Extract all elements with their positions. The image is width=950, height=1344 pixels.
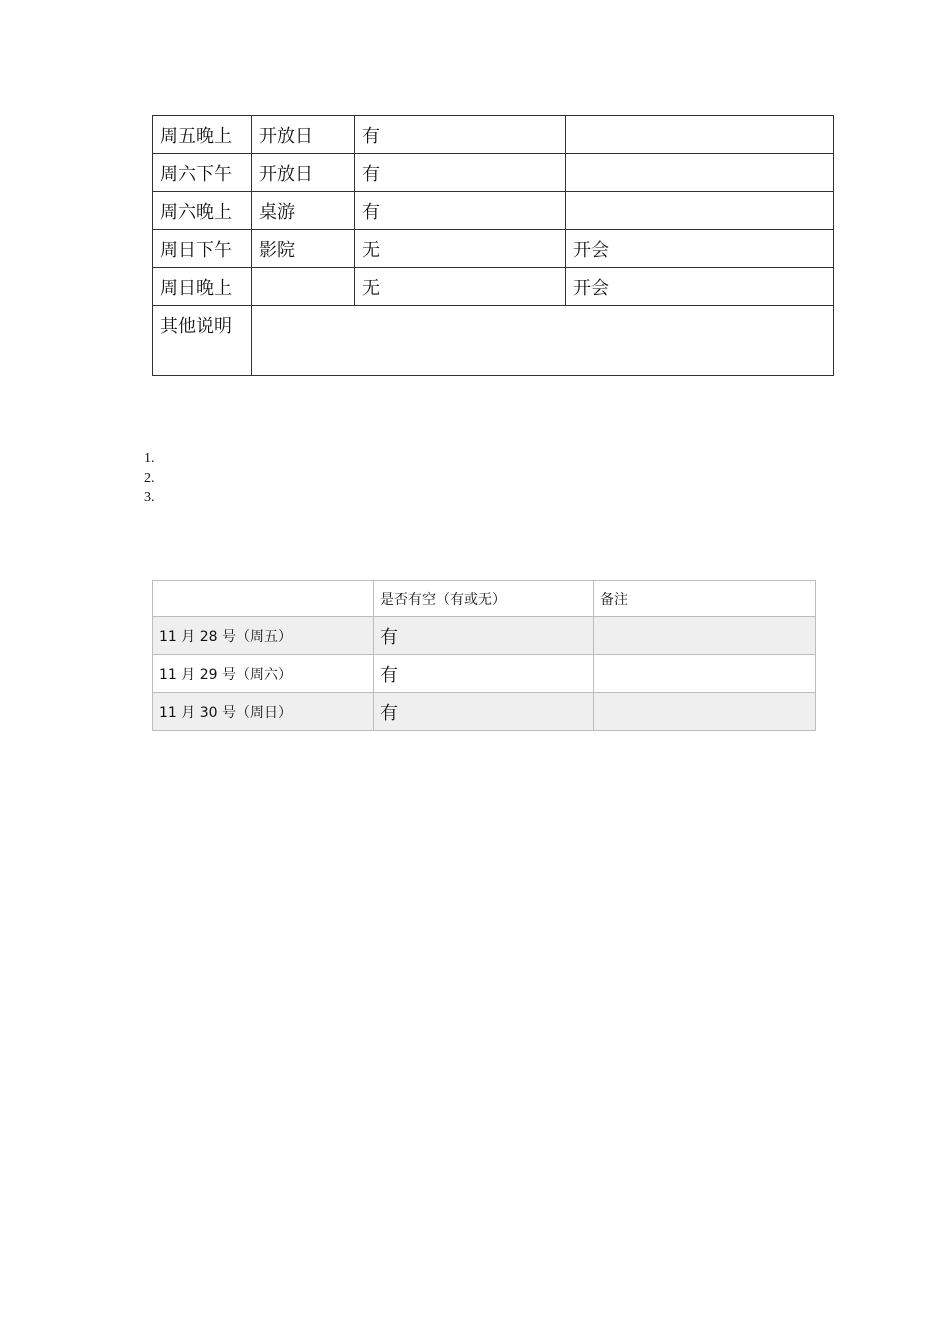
date-cell: 11 月 29 号（周六）: [153, 655, 374, 693]
table-row: [153, 154, 834, 192]
header-cell: 是否有空（有或无）: [374, 581, 594, 617]
schedule-table: [152, 115, 834, 376]
remark-cell: 开会: [566, 268, 834, 306]
date-cell: 11 月 30 号（周日）: [153, 693, 374, 731]
notes-value: [252, 306, 834, 376]
activity-cell: 开放日: [252, 116, 355, 154]
list-item: 1.: [144, 451, 155, 466]
table-row: [153, 617, 816, 655]
notes-label: 其他说明: [153, 306, 252, 376]
remark-cell: [566, 192, 834, 230]
header-cell: 备注: [594, 581, 816, 617]
remark-cell: [594, 617, 816, 655]
availability-cell: 有: [355, 192, 566, 230]
time-slot-cell: 周日下午: [153, 230, 252, 268]
availability-cell: 有: [374, 655, 594, 693]
notes-row: [153, 306, 834, 376]
remark-cell: [594, 655, 816, 693]
activity-cell: 桌游: [252, 192, 355, 230]
time-slot-cell: 周五晚上: [153, 116, 252, 154]
list-item: 3.: [144, 490, 155, 505]
remark-cell: [566, 116, 834, 154]
availability-cell: 有: [355, 116, 566, 154]
time-slot-cell: 周日晚上: [153, 268, 252, 306]
table-row: [153, 693, 816, 731]
availability-table: [152, 580, 816, 731]
activity-cell: 影院: [252, 230, 355, 268]
numbered-list: [144, 449, 155, 508]
table-row: [153, 655, 816, 693]
list-item: 2.: [144, 470, 155, 486]
time-slot-cell: 周六下午: [153, 154, 252, 192]
remark-cell: [594, 693, 816, 731]
header-row: [153, 581, 816, 617]
availability-cell: 无: [355, 268, 566, 306]
header-cell: [153, 581, 374, 617]
time-slot-cell: 周六晚上: [153, 192, 252, 230]
availability-cell: 无: [355, 230, 566, 268]
remark-cell: [566, 154, 834, 192]
availability-cell: 有: [355, 154, 566, 192]
availability-cell: 有: [374, 617, 594, 655]
activity-cell: 开放日: [252, 154, 355, 192]
table-row: [153, 230, 834, 268]
table-row: [153, 268, 834, 306]
activity-cell: [252, 268, 355, 306]
remark-cell: 开会: [566, 230, 834, 268]
table-row: [153, 116, 834, 154]
table-row: [153, 192, 834, 230]
availability-cell: 有: [374, 693, 594, 731]
date-cell: 11 月 28 号（周五）: [153, 617, 374, 655]
